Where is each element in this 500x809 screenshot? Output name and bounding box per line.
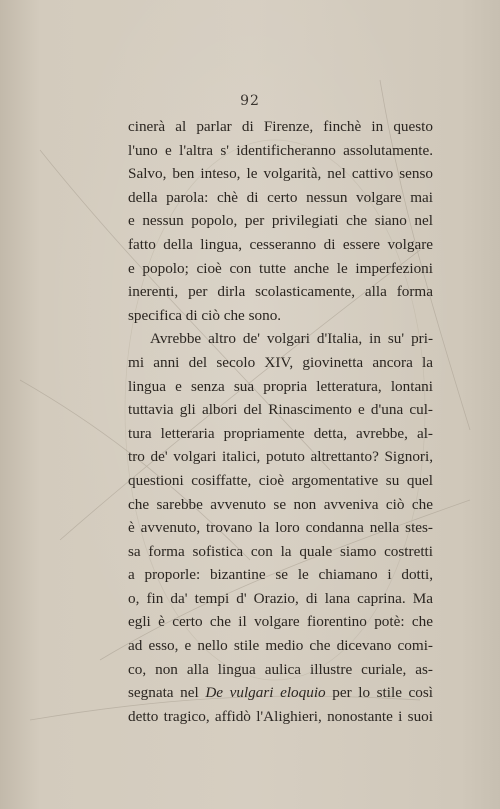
text-line: inerenti, per dirla scolasticamente, alla forma — [128, 283, 433, 301]
text-line-with-title — [128, 681, 433, 705]
text-line: detto tragico, affidò l'Alighieri, nonostante i suoi — [128, 707, 433, 725]
text-line: o, fin da' tempi d' Orazio, di lana caprina. Ma — [128, 589, 433, 607]
text-line: a proporle: bizantine se le chiamano i dotti, — [128, 566, 433, 584]
text-line: Salvo, ben inteso, le volgarità, nel cattivo senso — [128, 165, 433, 183]
text-line: l'uno e l'altra s' identificheranno assolutamente. — [128, 141, 433, 159]
text-line: della parola: chè di certo nessun volgare mai — [128, 188, 433, 206]
text-line: Avrebbe altro de' volgari d'Italia, in su' pri- — [150, 330, 433, 348]
text-line: cinerà al parlar di Firenze, finchè in questo — [128, 118, 433, 135]
text-line: e nessun popolo, per privilegiati che siano nel — [128, 212, 433, 230]
text-line: e popolo; cioè con tutte anche le imperfezioni — [128, 259, 433, 277]
text-line: co, non alla lingua aulica illustre curiale, as- — [128, 660, 433, 678]
text-line: è avvenuto, trovano la loro condanna nella stes- — [128, 519, 433, 537]
text-line: questioni cosiffatte, cioè argomentative su quel — [128, 471, 433, 489]
text-line: egli è certo che il volgare fiorentino potè: che — [128, 613, 433, 631]
text-line: fatto della lingua, cesseranno di essere volgare — [128, 235, 433, 253]
text-line: specifica di ciò che sono. — [128, 306, 282, 324]
text-segment: per lo stile così — [332, 684, 434, 702]
text-line: tuttavia gli albori del Rinascimento e d'una cul- — [128, 401, 433, 419]
paragraph-1 — [128, 115, 433, 327]
text-line: lingua e senza sua propria letteratura, lontani — [128, 377, 433, 395]
text-line: sa forma sofistica con la quale siamo costretti — [128, 542, 433, 560]
text-segment: segnata nel — [128, 684, 199, 702]
text-line: ad esso, e nello stile medio che dicevano comi- — [128, 637, 433, 655]
text-line: che sarebbe avvenuto se non avveniva ciò che — [128, 495, 433, 513]
work-title: De vulgari eloquio — [205, 684, 326, 702]
body-text — [128, 115, 433, 728]
text-line: tro de' volgari italici, potuto altrettanto? Signori, — [128, 448, 433, 466]
text-line: mi anni del secolo XIV, giovinetta ancora la — [128, 353, 433, 371]
text-line: tura letteraria propriamente detta, avrebbe, al- — [128, 424, 433, 442]
page-number: 92 — [240, 93, 260, 109]
paragraph-2 — [128, 327, 433, 728]
